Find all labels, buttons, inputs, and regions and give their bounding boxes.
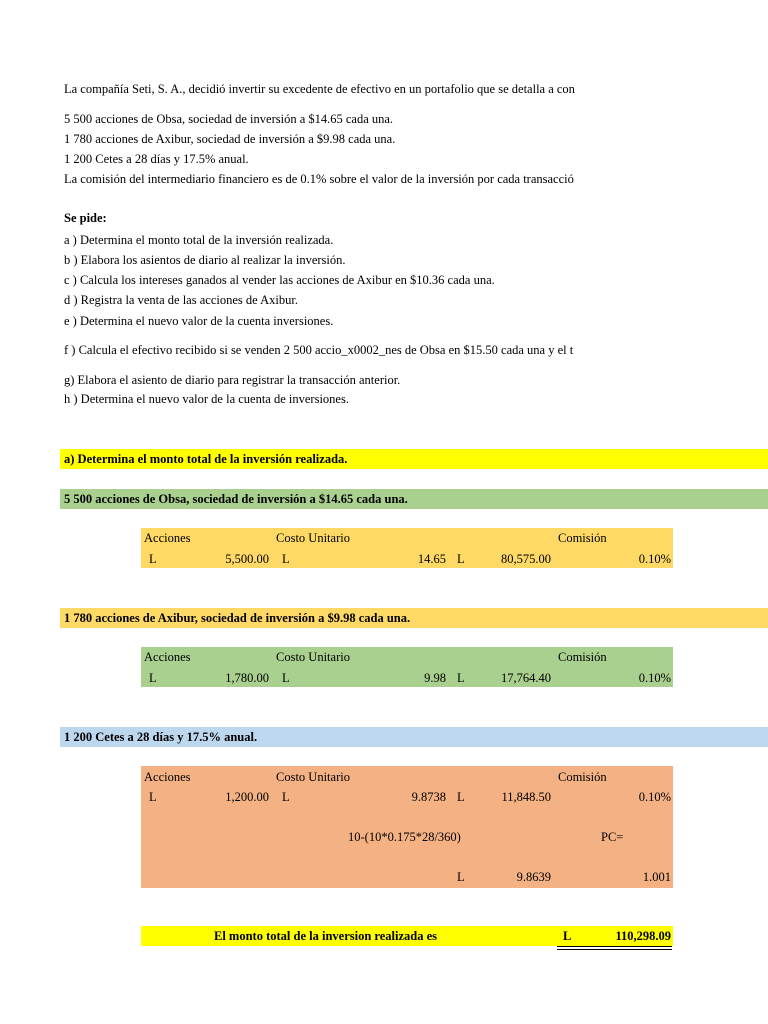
obsa-header-costo: Costo Unitario xyxy=(276,531,350,545)
cetes-currency-3: L xyxy=(457,790,465,804)
cetes-currency-1: L xyxy=(149,790,157,804)
obsa-total: 80,575.00 xyxy=(501,552,551,566)
obsa-header-comision: Comisión xyxy=(558,531,607,545)
question-a: a ) Determina el monto total de la inversión realizada. xyxy=(64,233,334,247)
obsa-quantity: 5,500.00 xyxy=(225,552,269,566)
axibur-table xyxy=(141,647,673,687)
obsa-table xyxy=(141,528,673,568)
cetes-unit-cost: 9.8738 xyxy=(411,790,446,804)
cetes-table xyxy=(141,766,673,888)
axibur-commission: 0.10% xyxy=(638,671,671,685)
cetes-commission: 0.10% xyxy=(638,790,671,804)
total-bar xyxy=(141,926,673,946)
total-double-underline xyxy=(557,946,672,950)
intro-line-2: 5 500 acciones de Obsa, sociedad de inversión a $14.65 cada una. xyxy=(64,112,394,126)
axibur-unit-cost: 9.98 xyxy=(424,671,446,685)
cetes-factor: 1.001 xyxy=(642,870,671,884)
cetes-band: 1 200 Cetes a 28 días y 17.5% anual. xyxy=(60,727,768,747)
question-h: h ) Determina el nuevo valor de la cuenta de inversiones. xyxy=(64,392,349,406)
intro-line-1: La compañía Seti, S. A., decidió invertir su excedente de efectivo en un portafolio que se detalla a con xyxy=(64,82,575,96)
cetes-total: 11,848.50 xyxy=(501,790,551,804)
obsa-header-acciones: Acciones xyxy=(144,531,191,545)
question-c: c ) Calcula los intereses ganados al vender las acciones de Axibur en $10.36 cada una. xyxy=(64,273,495,287)
section-a-title: a) Determina el monto total de la inversión realizada. xyxy=(60,449,768,469)
cetes-header-acciones: Acciones xyxy=(144,770,191,784)
question-e: e ) Determina el nuevo valor de la cuenta inversiones. xyxy=(64,314,334,328)
intro-line-5: La comisión del intermediario financiero es de 0.1% sobre el valor de la inversión por cada transacció xyxy=(64,172,574,186)
cetes-header-comision: Comisión xyxy=(558,770,607,784)
axibur-total: 17,764.40 xyxy=(501,671,551,685)
question-g: g) Elabora el asiento de diario para registrar la transacción anterior. xyxy=(64,373,401,387)
axibur-currency-1: L xyxy=(149,671,157,685)
axibur-header-comision: Comisión xyxy=(558,650,607,664)
axibur-currency-2: L xyxy=(282,671,290,685)
obsa-currency-1: L xyxy=(149,552,157,566)
obsa-commission: 0.10% xyxy=(638,552,671,566)
intro-line-4: 1 200 Cetes a 28 días y 17.5% anual. xyxy=(64,152,249,166)
question-b: b ) Elabora los asientos de diario al realizar la inversión. xyxy=(64,253,346,267)
total-currency: L xyxy=(563,929,572,943)
cetes-currency-4: L xyxy=(457,870,465,884)
questions-heading: Se pide: xyxy=(64,211,107,225)
obsa-currency-3: L xyxy=(457,552,465,566)
total-label: El monto total de la inversion realizada es xyxy=(214,929,438,943)
cetes-quantity: 1,200.00 xyxy=(225,790,269,804)
obsa-unit-cost: 14.65 xyxy=(417,552,446,566)
axibur-header-acciones: Acciones xyxy=(144,650,191,664)
cetes-pc-label: PC= xyxy=(601,830,624,844)
obsa-currency-2: L xyxy=(282,552,290,566)
cetes-price-value: 9.8639 xyxy=(516,870,551,884)
axibur-header-costo: Costo Unitario xyxy=(276,650,350,664)
axibur-quantity: 1,780.00 xyxy=(225,671,269,685)
cetes-formula: 10-(10*0.175*28/360) xyxy=(348,830,461,844)
axibur-band: 1 780 acciones de Axibur, sociedad de inversión a $9.98 cada una. xyxy=(60,608,768,628)
total-amount: 110,298.09 xyxy=(615,929,671,943)
cetes-header-costo: Costo Unitario xyxy=(276,770,350,784)
question-f: f ) Calcula el efectivo recibido si se venden 2 500 accio_x0002_nes de Obsa en $15.50 cada una y el t xyxy=(64,343,574,357)
axibur-currency-3: L xyxy=(457,671,465,685)
intro-line-3: 1 780 acciones de Axibur, sociedad de inversión a $9.98 cada una. xyxy=(64,132,396,146)
obsa-band: 5 500 acciones de Obsa, sociedad de inversión a $14.65 cada una. xyxy=(60,489,768,509)
question-d: d ) Registra la venta de las acciones de Axibur. xyxy=(64,293,298,307)
cetes-currency-2: L xyxy=(282,790,290,804)
